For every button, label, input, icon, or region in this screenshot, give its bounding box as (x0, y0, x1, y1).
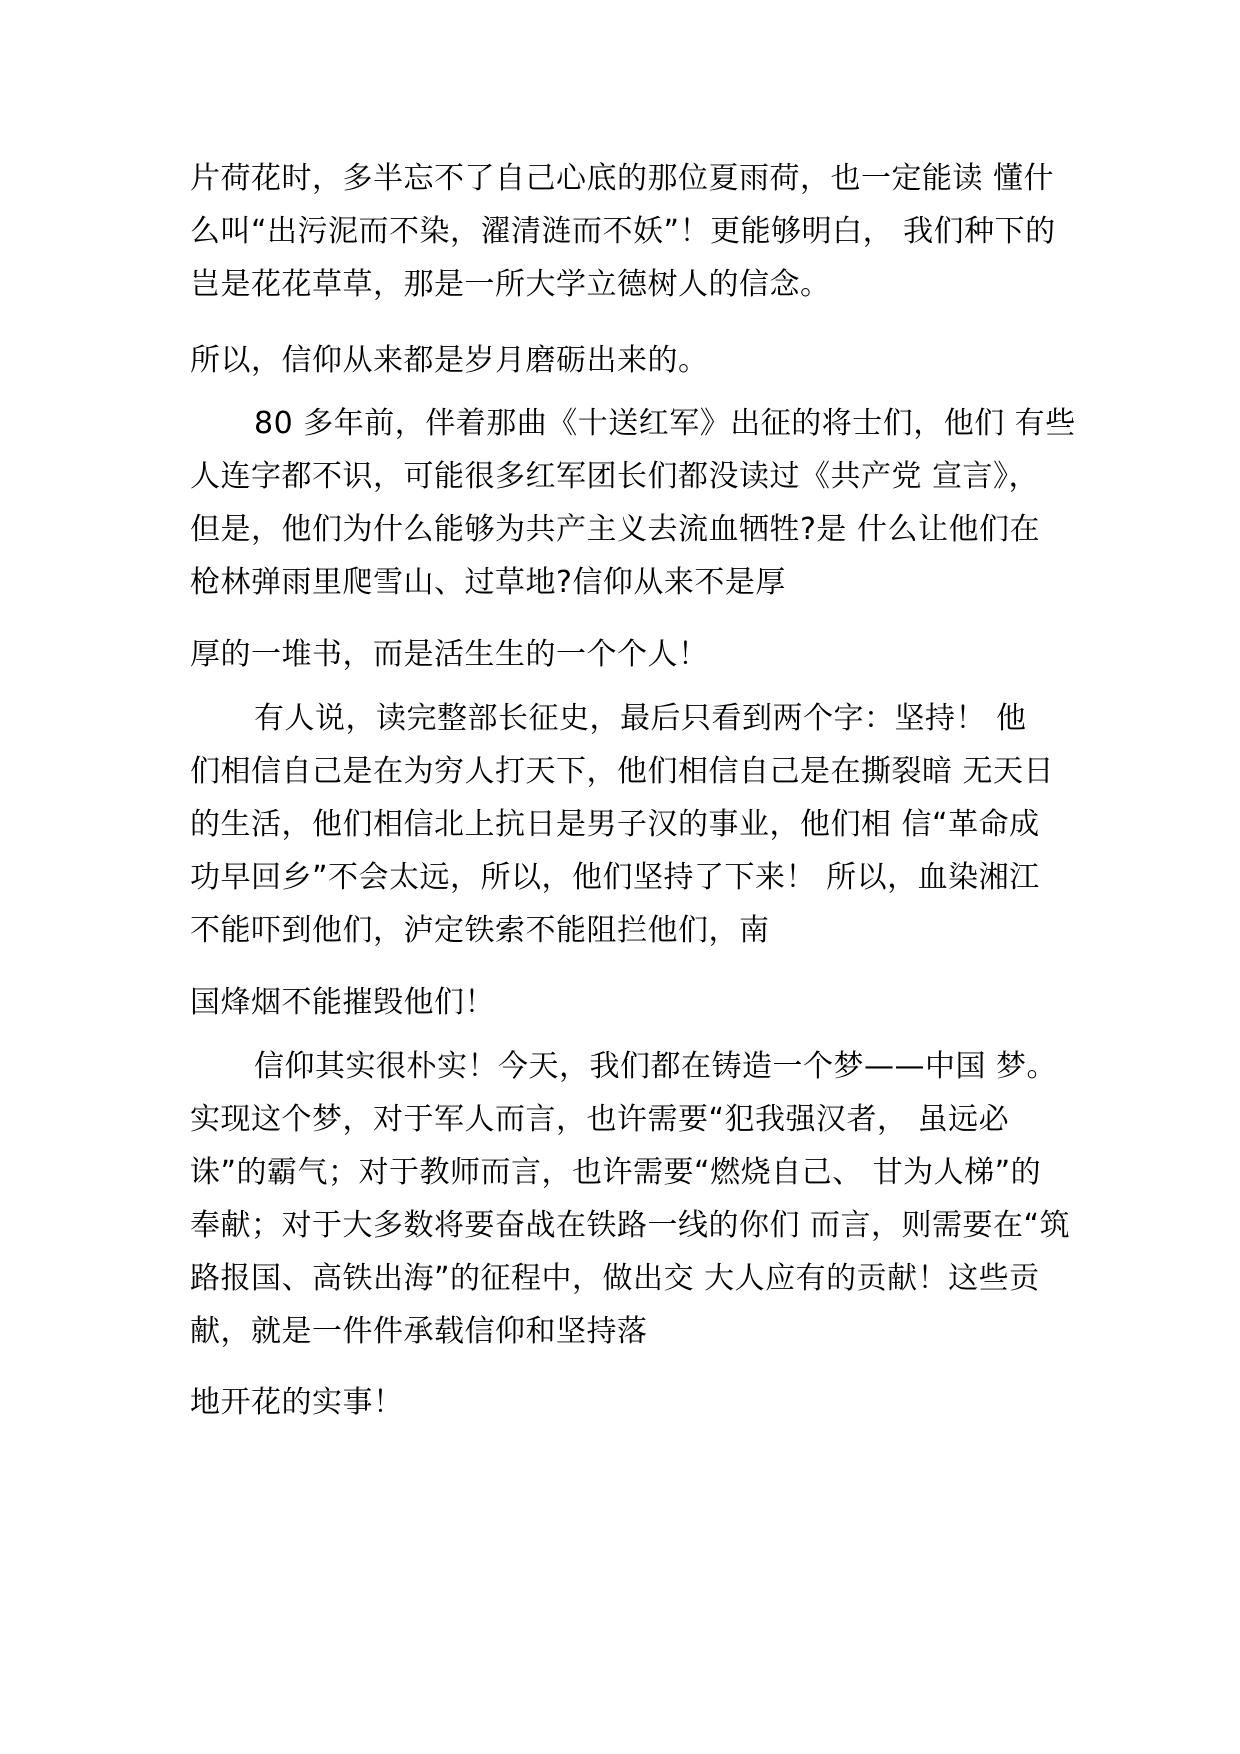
paragraph-lotus (190, 152, 1070, 311)
paragraph-red-army (190, 397, 1076, 609)
text-line: 所以，信仰从来都是岁月磨砺出来的。 (190, 343, 709, 378)
text-line: 国烽烟不能摧毁他们！ (190, 985, 495, 1020)
text-line: 奉献；对于大多数将要奋战在铁路一线的你们 而言，则需要在“筑 (190, 1208, 1071, 1243)
text-line: 诛”的霸气；对于教师而言，也许需要“燃烧自己、 甘为人梯”的 (190, 1155, 1042, 1190)
text-line: 厚的一堆书，而是活生生的一个个人！ (190, 637, 709, 672)
text-line: 献，就是一件件承载信仰和坚持落 (190, 1314, 648, 1349)
text-line: 信仰其实很朴实！今天，我们都在铸造一个梦——中国 梦。 (254, 1049, 1058, 1084)
text-line: 枪林弹雨里爬雪山、过草地?信仰从来不是厚 (190, 565, 786, 600)
text-line: 功早回乡”不会太远，所以，他们坚持了下来！ 所以，血染湘江 (190, 860, 1040, 895)
text-line: 岂是花花草草，那是一所大学立德树人的信念。 (190, 267, 831, 302)
text-line: 的生活，他们相信北上抗日是男子汉的事业，他们相 信“革命成 (190, 807, 1040, 842)
text-line: 们相信自己是在为穷人打天下，他们相信自己是在撕裂暗 无天日 (190, 754, 1055, 789)
text-line: 路报国、高铁出海”的征程中，做出交 大人应有的贡献！这些贡 (190, 1261, 1040, 1296)
paragraph-china-dream (190, 1040, 1070, 1358)
text-line: 有人说，读完整部长征史，最后只看到两个字：坚持！ 他 (254, 701, 1027, 736)
text-line: 80 多年前，伴着那曲《十送红军》出征的将士们，他们 有些 (254, 406, 1076, 441)
text-line: 实现这个梦，对于军人而言，也许需要“犯我强汉者， 虽远必 (190, 1102, 1010, 1137)
paragraph-closing (190, 1376, 1070, 1429)
paragraph-long-march (190, 692, 1070, 957)
text-line: 人连字都不识，可能很多红军团长们都没读过《共产党 宣言》， (190, 459, 1040, 494)
paragraph-faith-tempered (190, 334, 1070, 387)
paragraph-living-people (190, 628, 1070, 681)
text-line: 不能吓到他们，泸定铁索不能阻拦他们，南 (190, 913, 770, 948)
text-line: 么叫“出污泥而不染，濯清涟而不妖”！更能够明白， 我们种下的 (190, 214, 1056, 249)
text-line: 但是，他们为什么能够为共产主义去流血牺牲?是 什么让他们在 (190, 512, 1040, 547)
paragraph-beacon-fire (190, 976, 1070, 1029)
text-line: 片荷花时，多半忘不了自己心底的那位夏雨荷，也一定能读 懂什 (190, 161, 1055, 196)
text-line: 地开花的实事！ (190, 1385, 404, 1420)
